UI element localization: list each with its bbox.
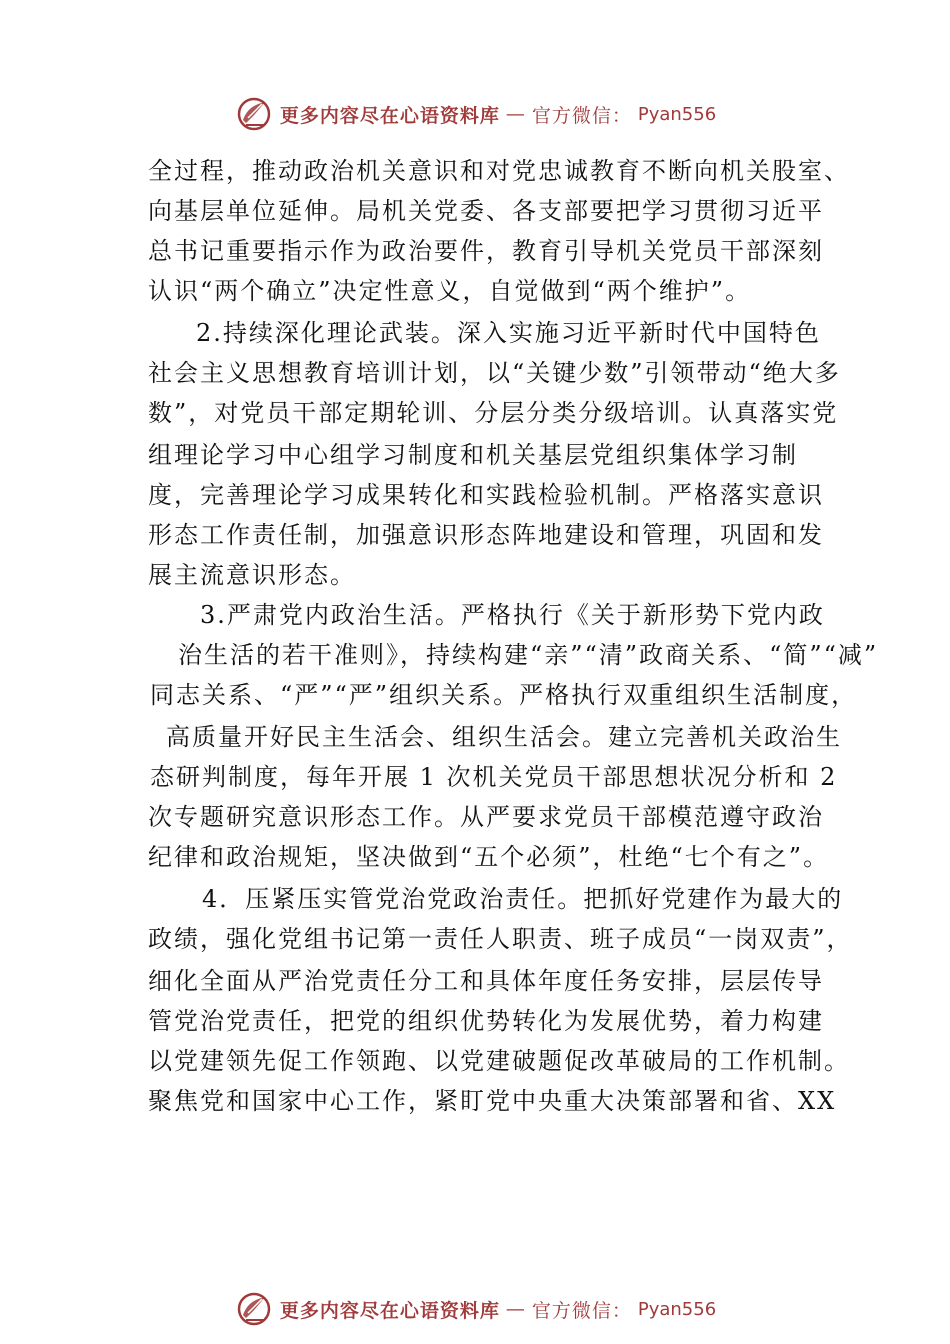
paragraph-heading-3: 3.严肃党内政治生活。严格执行《关于新形势下党内政: [200, 601, 825, 629]
header-dash: —: [505, 103, 526, 125]
brand-logo-icon: [234, 1289, 274, 1329]
footer-banner: [0, 1287, 950, 1331]
header-brand-text: 更多内容尽在心语资料库: [279, 104, 500, 127]
body-line: 总书记重要指示作为政治要件，教育引导机关党员干部深刻: [148, 237, 824, 265]
header-wechat-id: Pyan556: [637, 103, 717, 125]
body-line: 细化全面从严治党责任分工和具体年度任务安排，层层传导: [148, 967, 824, 995]
body-line: 向基层单位延伸。局机关党委、各支部要把学习贯彻习近平: [148, 197, 824, 225]
body-line: 聚焦党和国家中心工作，紧盯党中央重大决策部署和省、XX: [148, 1087, 837, 1115]
body-line: 度，完善理论学习成果转化和实践检验机制。严格落实意识: [148, 481, 824, 509]
paragraph-heading-2: 2.持续深化理论武装。深入实施习近平新时代中国特色: [196, 319, 821, 347]
footer-wechat-id: Pyan556: [637, 1298, 717, 1320]
body-line: 全过程，推动政治机关意识和对党忠诚教育不断向机关股室、: [148, 157, 850, 185]
body-line: 同志关系、“严”“严”组织关系。严格执行双重组织生活制度，: [150, 681, 858, 709]
body-line: 数”，对党员干部定期轮训、分层分类分级培训。认真落实党: [148, 399, 839, 427]
body-line: 社会主义思想教育培训计划，以“关键少数”引领带动“绝大多: [148, 359, 841, 387]
body-line: 治生活的若干准则》，持续构建“亲”“清”政商关系、“简”“减”: [178, 641, 879, 669]
body-line: 高质量开好民主生活会、组织生活会。建立完善机关政治生: [166, 723, 842, 751]
body-line: 以党建领先促工作领跑、以党建破题促改革破局的工作机制。: [148, 1047, 850, 1075]
body-line: 认识“两个确立”决定性意义，自觉做到“两个维护”。: [148, 277, 752, 305]
body-line: 政绩，强化党组书记第一责任人职责、班子成员“一岗双责”，: [148, 925, 853, 953]
footer-brand-text: 更多内容尽在心语资料库: [279, 1299, 500, 1322]
body-line: 态研判制度，每年开展 1 次机关党员干部思想状况分析和 2: [150, 763, 838, 791]
body-line: 纪律和政治规矩，坚决做到“五个必须”，杜绝“七个有之”。: [148, 843, 830, 871]
body-line: 展主流意识形态。: [148, 561, 356, 589]
footer-dash: —: [505, 1298, 526, 1320]
body-line: 次专题研究意识形态工作。从严要求党员干部模范遵守政治: [148, 803, 824, 831]
body-line: 管党治党责任，把党的组织优势转化为发展优势，着力构建: [148, 1007, 824, 1035]
body-line: 形态工作责任制，加强意识形态阵地建设和管理，巩固和发: [148, 521, 824, 549]
body-line: 组理论学习中心组学习制度和机关基层党组织集体学习制: [148, 441, 798, 469]
footer-wechat-label: 官方微信：: [531, 1299, 632, 1322]
paragraph-heading-4: 4．压紧压实管党治党政治责任。把抓好党建作为最大的: [202, 885, 844, 913]
header-wechat-label: 官方微信：: [531, 104, 632, 127]
